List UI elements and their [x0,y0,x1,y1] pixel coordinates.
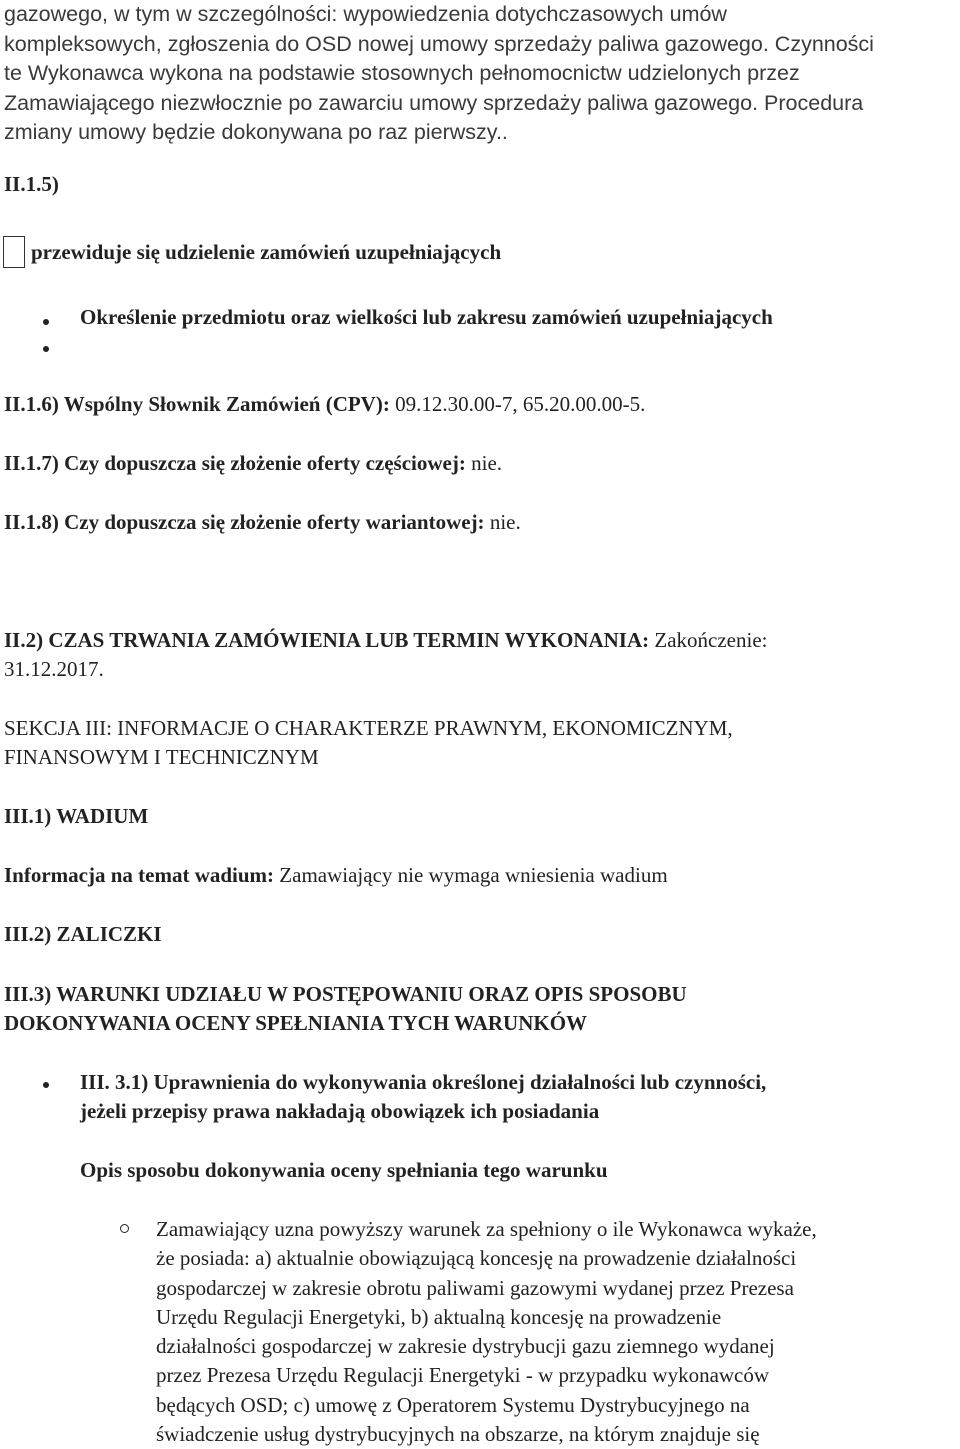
bullet-icon [43,346,49,352]
wadium-info-label: Informacja na temat wadium: [4,863,275,887]
partial-offer-line [4,451,502,476]
cpv-label: II.1.6) Wspólny Słownik Zamówień (CPV): [4,392,390,416]
condition-line: Urzędu Regulacji Energetyki, b) aktualną koncesję na prowadzenie [156,1304,722,1329]
conditions-heading-line2: DOKONYWANIA OCENY SPEŁNIANIA TYCH WARUNKÓW [4,1011,588,1035]
duration-label: II.2) CZAS TRWANIA ZAMÓWIENIA LUB TERMIN WYKONANIA: [4,628,650,652]
condition-line: świadczenie usług dystrybucyjnych na obszarze, na którym znajduje się [156,1422,760,1447]
intro-line: zmiany umowy będzie dokonywana po raz pierwszy.. [4,120,508,144]
variant-offer-line [4,510,521,535]
intro-line: kompleksowych, zgłoszenia do OSD nowej umowy sprzedaży paliwa gazowego. Czynności [4,31,874,56]
supplementary-orders-checkbox[interactable] [3,236,25,268]
supplementary-orders-label: przewiduje się udzielenie zamówień uzupełniających [31,240,502,264]
cpv-line [4,392,645,417]
condition-line: gospodarczej w zakresie obrotu paliwami gazowymi wydanej przez Prezesa [156,1275,794,1300]
duration-value: Zakończenie: [649,628,768,652]
condition-line: będących OSD; c) umowę z Operatorem Systemu Dystrybucyjnego na [156,1392,750,1417]
evaluation-description-label: Opis sposobu dokonywania oceny spełniania tego warunku [80,1158,608,1182]
wadium-info-value: Zamawiający nie wymaga wniesienia wadium [274,863,668,887]
intro-line: te Wykonawca wykona na podstawie stosownych pełnomocnictw udzielonych przez [4,61,800,85]
intro-paragraph [4,0,954,148]
section-3-title-line1: SEKCJA III: INFORMACJE O CHARAKTERZE PRAWNYM, EKONOMICZNYM, [4,716,733,740]
intro-line: Zamawiającego niezwłocznie po zawarciu umowy sprzedaży paliwa gazowego. Procedura [4,90,864,115]
condition-line: przez Prezesa Urzędu Regulacji Energetyki - w przypadku wykonawców [156,1363,770,1388]
advances-heading: III.2) ZALICZKI [4,922,162,946]
variant-offer-value: nie. [484,510,521,534]
wadium-heading: III.1) WADIUM [4,804,149,828]
partial-offer-value: nie. [465,451,503,475]
duration-date: 31.12.2017. [4,657,104,681]
bullet-icon [43,1082,49,1088]
circle-bullet-icon [120,1224,129,1233]
section-heading-II-1-5: II.1.5) [4,172,59,196]
licence-condition-line2: jeżeli przepisy prawa nakładają obowiązek ich posiadania [80,1099,600,1123]
wadium-info-line [4,863,668,888]
section-3-title-line2: FINANSOWYM I TECHNICZNYM [4,745,319,769]
intro-line: gazowego, w tym w szczególności: wypowiedzenia dotychczasowych umów [4,2,727,26]
condition-line: Zamawiający uzna powyższy warunek za spełniony o ile Wykonawca wykaże, [156,1217,817,1241]
conditions-heading-line1: III.3) WARUNKI UDZIAŁU W POSTĘPOWANIU ORAZ OPIS SPOSOBU [4,982,687,1006]
cpv-value: 09.12.30.00-7, 65.20.00.00-5. [389,392,646,416]
condition-line: działalności gospodarczej w zakresie dystrybucji gazu ziemnego wydanej [156,1334,775,1359]
variant-offer-label: II.1.8) Czy dopuszcza się złożenie oferty wariantowej: [4,510,485,534]
bullet-icon [43,319,49,325]
condition-line: że posiada: a) aktualnie obowiązującą koncesję na prowadzenie działalności [156,1246,797,1271]
condition-paragraph [156,1215,956,1449]
licence-condition-line1: III. 3.1) Uprawnienia do wykonywania określonej działalności lub czynności, [80,1070,767,1094]
duration-line [4,628,767,653]
partial-offer-label: II.1.7) Czy dopuszcza się złożenie oferty częściowej: [4,451,466,475]
supplementary-scope-item: Określenie przedmiotu oraz wielkości lub zakresu zamówień uzupełniających [80,305,773,329]
